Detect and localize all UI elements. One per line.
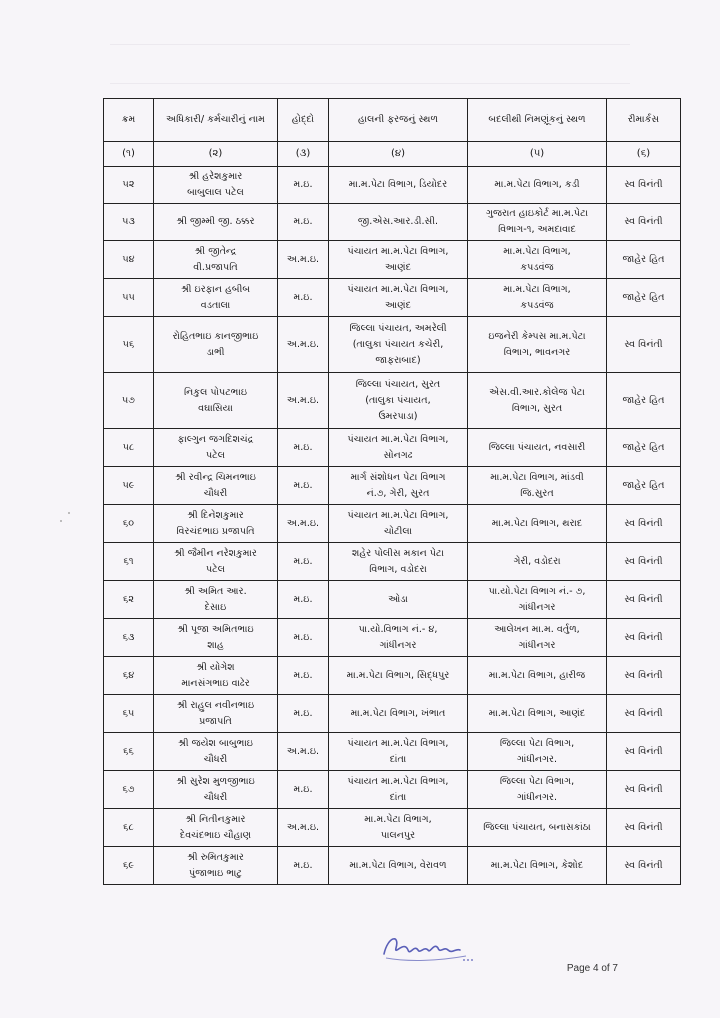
current-location-cell-line: ગાંધીનગર: [379, 639, 417, 651]
table-row: [104, 373, 681, 429]
table-row: [104, 241, 681, 279]
name-cell-line: શ્રી પૂજા અમિતભાઇ: [177, 623, 254, 635]
remarks-cell: સ્વ વિનંતી: [607, 543, 681, 581]
table-body: [104, 167, 681, 885]
transfer-location-cell-line: ગેરી, વડોદરા: [513, 555, 561, 567]
serial-cell: ૫૯: [104, 467, 154, 505]
current-location-cell: [329, 581, 468, 619]
current-location-cell-line: પાલનપુર: [380, 829, 416, 841]
serial-cell: ૫૬: [104, 317, 154, 373]
current-location-cell: [329, 241, 468, 279]
current-location-cell: [329, 317, 468, 373]
transfer-location-cell: [468, 581, 607, 619]
name-cell-line: ચૌધરી: [203, 487, 228, 499]
table-row: [104, 619, 681, 657]
name-cell-line: ચૌધરી: [203, 753, 228, 765]
current-location-cell-line: સોનગઢ: [383, 449, 413, 461]
remarks-cell: સ્વ વિનંતી: [607, 657, 681, 695]
post-cell: મ.ઇ.: [278, 581, 329, 619]
transfer-location-cell: [468, 543, 607, 581]
transfer-location-cell-line: વિભાગ, સુરત: [511, 402, 563, 414]
serial-cell: ૬૮: [104, 809, 154, 847]
current-location-cell-line: જાફરાબાદ): [375, 354, 421, 366]
transfer-location-cell-line: વિભાગ-૧, અમદાવાદ: [498, 224, 576, 235]
table-row: [104, 543, 681, 581]
name-cell-line: શ્રી સુરેશ મુળજીભાઇ: [176, 775, 255, 787]
serial-cell: ૬૩: [104, 619, 154, 657]
table-row: [104, 317, 681, 373]
name-cell-line: શ્રી યોગેશ: [196, 661, 235, 673]
name-cell-line: શ્રી ઇરફાન હબીબ: [180, 283, 251, 295]
serial-cell: ૫૪: [104, 241, 154, 279]
transfer-location-cell-line: મા.મ.પેટા વિભાગ, માંડવી: [490, 471, 584, 483]
name-cell: [154, 204, 278, 241]
current-location-cell: [329, 771, 468, 809]
name-cell: [154, 543, 278, 581]
current-location-cell-line: પંચાયત મા.મ.પેટા વિભાગ,: [347, 245, 449, 257]
transfer-location-cell: [468, 505, 607, 543]
name-cell: [154, 317, 278, 373]
current-location-cell-line: વિભાગ, વડોદરા: [369, 563, 427, 575]
table-row: [104, 279, 681, 317]
remarks-cell: સ્વ વિનંતી: [607, 167, 681, 204]
name-cell-line: વઘાસિયા: [198, 402, 233, 414]
post-cell: મ.ઇ.: [278, 467, 329, 505]
column-number: (૫): [468, 142, 607, 167]
current-location-cell-line: મા.મ.પેટા વિભાગ, વેરાવળ: [349, 859, 447, 871]
current-location-cell-line: પંચાયત મા.મ.પેટા વિભાગ,: [347, 283, 449, 295]
column-number: (૪): [329, 142, 468, 167]
remarks-cell: સ્વ વિનંતી: [607, 695, 681, 733]
column-number: (૩): [278, 142, 329, 167]
table-row: [104, 429, 681, 467]
serial-cell: ૫૫: [104, 279, 154, 317]
remarks-cell: જાહેર હિત: [607, 467, 681, 505]
current-location-cell-line: જિલ્લા પંચાયત, સુરત: [355, 378, 441, 390]
current-location-cell: [329, 543, 468, 581]
post-cell: અ.મ.ઇ.: [278, 373, 329, 429]
serial-cell: ૬૯: [104, 847, 154, 885]
table-row: [104, 771, 681, 809]
remarks-cell: જાહેર હિત: [607, 373, 681, 429]
name-cell-line: પટેલ: [205, 563, 226, 575]
header-name: અધિકારી/ કર્મચારીનું નામ: [154, 99, 278, 142]
post-cell: અ.મ.ઇ.: [278, 505, 329, 543]
transfer-location-cell-line: મા.મ.પેટા વિભાગ, થરાદ: [491, 517, 583, 529]
column-number: (૬): [607, 142, 681, 167]
post-cell: મ.ઇ.: [278, 847, 329, 885]
name-cell: [154, 505, 278, 543]
name-cell-line: શ્રી અમિત આર.: [184, 585, 247, 597]
post-cell: અ.મ.ઇ.: [278, 809, 329, 847]
remarks-cell: સ્વ વિનંતી: [607, 581, 681, 619]
transfer-location-cell: [468, 167, 607, 204]
table-row: [104, 204, 681, 241]
serial-cell: ૬૨: [104, 581, 154, 619]
current-location-cell-line: આણંદ: [385, 261, 411, 273]
transfer-location-cell: [468, 317, 607, 373]
scan-speck: [68, 512, 70, 514]
name-cell-line: વિરચંદભાઇ પ્રજાપતિ: [176, 525, 255, 537]
name-cell-line: શ્રી રાહુલ નવીનભાઇ: [176, 699, 255, 711]
remarks-cell: સ્વ વિનંતી: [607, 809, 681, 847]
scan-speck: [60, 520, 62, 522]
name-cell: [154, 581, 278, 619]
transfer-location-cell-line: કપડવંજ: [520, 261, 554, 273]
remarks-cell: સ્વ વિનંતી: [607, 847, 681, 885]
transfer-location-cell: [468, 467, 607, 505]
transfer-location-cell-line: મા.મ.પેટા વિભાગ,: [503, 283, 571, 295]
current-location-cell: [329, 809, 468, 847]
current-location-cell-line: ઉમરપાડા): [378, 410, 418, 422]
table-row: [104, 809, 681, 847]
table-row: [104, 733, 681, 771]
current-location-cell-line: આણંદ: [385, 299, 411, 311]
transfer-location-cell-line: વિભાગ, ભાવનગર: [503, 346, 571, 358]
name-cell-line: નિકુલ પોપટભાઇ: [183, 386, 248, 398]
name-cell-line: શ્રી નિતીનકુમાર: [185, 813, 246, 825]
name-cell-line: શ્રી રુમિતકુમાર: [187, 851, 244, 863]
transfer-location-cell: [468, 847, 607, 885]
post-cell: મ.ઇ.: [278, 279, 329, 317]
name-cell: [154, 167, 278, 204]
current-location-cell: [329, 467, 468, 505]
header-row: [104, 99, 681, 142]
name-cell: [154, 467, 278, 505]
name-cell-line: વડતાલા: [200, 299, 231, 311]
header-transfer-location: બદલીથી નિમણૂંકનું સ્થળ: [468, 99, 607, 142]
name-cell-line: બાબુલાલ પટેલ: [187, 187, 244, 198]
current-location-cell-line: (તાલુકા પંચાયત કચેરી,: [352, 338, 444, 350]
remarks-cell: જાહેર હિત: [607, 241, 681, 279]
current-location-cell-line: ચોટીલા: [383, 525, 412, 537]
current-location-cell: [329, 204, 468, 241]
name-cell: [154, 809, 278, 847]
transfer-location-cell-line: મા.મ.પેટા વિભાગ, હારીજ: [488, 669, 586, 681]
serial-cell: ૬૦: [104, 505, 154, 543]
post-cell: મ.ઇ.: [278, 657, 329, 695]
name-cell: [154, 771, 278, 809]
name-cell-line: શ્રી દિનેશકુમાર: [187, 509, 244, 521]
page-number: Page 4 of 7: [566, 963, 618, 974]
serial-cell: ૫૨: [104, 167, 154, 204]
transfer-location-cell-line: ગાંધીનગર.: [516, 791, 557, 803]
current-location-cell-line: પંચાયત મા.મ.પેટા વિભાગ,: [347, 737, 449, 749]
name-cell: [154, 279, 278, 317]
current-location-cell-line: દાંતા: [389, 791, 407, 803]
name-cell-line: પટેલ: [205, 449, 226, 461]
name-cell-line: શાહ: [207, 639, 224, 651]
current-location-cell-line: પંચાયત મા.મ.પેટા વિભાગ,: [347, 775, 449, 787]
current-location-cell-line: જી.એસ.આર.ડી.સી.: [357, 216, 439, 227]
remarks-cell: સ્વ વિનંતી: [607, 771, 681, 809]
remarks-cell: જાહેર હિત: [607, 429, 681, 467]
transfer-location-cell-line: એસ.વી.આર.કોલેજ પેટા: [489, 386, 585, 398]
header-remarks: રીમાર્કસ: [607, 99, 681, 142]
name-cell-line: પ્રજાપતિ: [199, 715, 232, 727]
current-location-cell: [329, 847, 468, 885]
current-location-cell: [329, 373, 468, 429]
post-cell: મ.ઇ.: [278, 619, 329, 657]
table-row: [104, 167, 681, 204]
name-cell-line: શ્રી જીતેન્દ્ર: [194, 245, 237, 257]
name-cell-line: શ્રી રવીન્દ્ર ચિમનભાઇ: [175, 471, 256, 483]
transfer-table: [103, 98, 681, 885]
post-cell: મ.ઇ.: [278, 167, 329, 204]
transfer-location-cell-line: ગાંધીનગર: [518, 601, 556, 613]
transfer-location-cell: [468, 619, 607, 657]
name-cell: [154, 695, 278, 733]
transfer-location-cell-line: મા.મ.પેટા વિભાગ, કેશોદ: [490, 859, 584, 871]
current-location-cell-line: મા.મ.પેટા વિભાગ, ડિયોદર: [348, 179, 448, 190]
remarks-cell: જાહેર હિત: [607, 279, 681, 317]
current-location-cell: [329, 279, 468, 317]
transfer-location-cell: [468, 279, 607, 317]
transfer-location-cell: [468, 373, 607, 429]
transfer-location-cell: [468, 733, 607, 771]
current-location-cell-line: દાંતા: [389, 753, 407, 765]
transfer-location-cell: [468, 695, 607, 733]
transfer-location-cell: [468, 241, 607, 279]
current-location-cell-line: જિલ્લા પંચાયત, અમરેલી: [349, 322, 447, 334]
remarks-cell: સ્વ વિનંતી: [607, 505, 681, 543]
remarks-cell: સ્વ વિનંતી: [607, 204, 681, 241]
name-cell-line: શ્રી જીમ્મી જી. ઠક્કર: [176, 216, 255, 227]
serial-cell: ૬૬: [104, 733, 154, 771]
post-cell: અ.મ.ઇ.: [278, 241, 329, 279]
serial-cell: ૬૪: [104, 657, 154, 695]
serial-cell: ૬૭: [104, 771, 154, 809]
current-location-cell-line: મા.મ.પેટા વિભાગ,: [364, 813, 432, 825]
name-cell-line: રોહિતભાઇ કાનજીભાઇ: [172, 330, 259, 342]
transfer-location-cell-line: જિ.સુરત: [520, 487, 554, 499]
name-cell: [154, 847, 278, 885]
current-location-cell-line: માર્ગ સંશોધન પેટા વિભાગ: [350, 471, 446, 483]
name-cell: [154, 373, 278, 429]
post-cell: અ.મ.ઇ.: [278, 317, 329, 373]
transfer-location-cell-line: કપડવંજ: [520, 299, 554, 311]
current-location-cell: [329, 505, 468, 543]
header-serial: ક્રમ: [104, 99, 154, 142]
transfer-location-cell: [468, 429, 607, 467]
transfer-location-cell-line: ઇજનેરી કેમ્પસ મા.મ.પેટા: [488, 330, 586, 342]
bleed-through-artifact: [110, 44, 630, 84]
remarks-cell: સ્વ વિનંતી: [607, 317, 681, 373]
table-row: [104, 467, 681, 505]
transfer-location-cell-line: જિલ્લા પંચાયત, નવસારી: [488, 441, 586, 453]
name-cell-line: વી.પ્રજાપતિ: [193, 261, 238, 273]
current-location-cell-line: શહેર પોલીસ મકાન પેટા: [352, 547, 444, 559]
transfer-location-cell-line: આલેખન મા.મ. વર્તુળ,: [494, 623, 580, 635]
current-location-cell-line: પંચાયત મા.મ.પેટા વિભાગ,: [347, 509, 449, 521]
transfer-location-cell-line: જિલ્લા પેટા વિભાગ,: [499, 775, 575, 787]
transfer-location-cell-line: ગુજરાત હાઇકોર્ટ મા.મ.પેટા: [485, 208, 589, 219]
table-row: [104, 657, 681, 695]
transfer-location-cell-line: જિલ્લા પેટા વિભાગ,: [499, 737, 575, 749]
name-cell: [154, 241, 278, 279]
transfer-location-cell-line: મા.મ.પેટા વિભાગ, કડી: [494, 179, 580, 190]
name-cell-line: માનસંગભાઇ વાઢેર: [181, 677, 250, 689]
current-location-cell: [329, 167, 468, 204]
post-cell: અ.મ.ઇ.: [278, 733, 329, 771]
name-cell-line: દેસાઇ: [204, 601, 227, 613]
name-cell: [154, 429, 278, 467]
name-cell-line: ફાલ્ગુન જગદિશચંદ્ર: [177, 433, 254, 445]
name-cell-line: શ્રી હરેશકુમાર: [188, 171, 243, 182]
transfer-location-cell-line: જિલ્લા પંચાયત, બનાસકાંઠા: [483, 821, 591, 833]
name-cell: [154, 619, 278, 657]
serial-cell: ૬૧: [104, 543, 154, 581]
current-location-cell-line: (તાલુકા પંચાયત,: [365, 394, 431, 406]
signature: [378, 928, 478, 966]
post-cell: મ.ઇ.: [278, 771, 329, 809]
name-cell-line: ડાભી: [206, 346, 225, 358]
current-location-cell-line: નં.૭, ગેરી, સુરત: [366, 487, 430, 499]
current-location-cell: [329, 695, 468, 733]
name-cell-line: શ્રી જયેશ બાબુભાઇ: [178, 737, 253, 749]
post-cell: મ.ઇ.: [278, 543, 329, 581]
current-location-cell: [329, 619, 468, 657]
table-row: [104, 581, 681, 619]
name-cell: [154, 733, 278, 771]
transfer-location-cell: [468, 771, 607, 809]
name-cell-line: શ્રી જૈમીન નરેશકુમાર: [174, 547, 257, 559]
current-location-cell: [329, 657, 468, 695]
transfer-location-cell: [468, 204, 607, 241]
current-location-cell-line: પા.યો.વિભાગ નં.- ૪,: [358, 623, 438, 635]
current-location-cell-line: ઓડા: [388, 593, 408, 605]
transfer-location-cell-line: ગાંધીનગર: [518, 639, 556, 651]
name-cell-line: ચૌધરી: [203, 791, 228, 803]
current-location-cell: [329, 733, 468, 771]
column-number: (૨): [154, 142, 278, 167]
column-number: (૧): [104, 142, 154, 167]
transfer-location-cell-line: ગાંધીનગર.: [516, 753, 557, 765]
transfer-location-cell: [468, 657, 607, 695]
transfer-location-cell-line: મા.મ.પેટા વિભાગ,: [503, 245, 571, 257]
current-location-cell: [329, 429, 468, 467]
column-number-row: [104, 142, 681, 167]
name-cell: [154, 657, 278, 695]
header-post: હોદ્દો: [278, 99, 329, 142]
remarks-cell: સ્વ વિનંતી: [607, 619, 681, 657]
serial-cell: ૫૮: [104, 429, 154, 467]
post-cell: મ.ઇ.: [278, 429, 329, 467]
current-location-cell-line: પંચાયત મા.મ.પેટા વિભાગ,: [347, 433, 449, 445]
name-cell-line: પુંજાભાઇ ભાટુ: [189, 867, 242, 879]
transfer-location-cell: [468, 809, 607, 847]
table-row: [104, 505, 681, 543]
serial-cell: ૫૭: [104, 373, 154, 429]
table-row: [104, 695, 681, 733]
header-current-location: હાલની ફરજનું સ્થળ: [329, 99, 468, 142]
transfer-location-cell-line: મા.મ.પેટા વિભાગ, આણંદ: [488, 707, 586, 719]
post-cell: મ.ઇ.: [278, 695, 329, 733]
current-location-cell-line: મા.મ.પેટા વિભાગ, સિદ્ધપુર: [346, 669, 450, 681]
serial-cell: ૫૩: [104, 204, 154, 241]
post-cell: મ.ઇ.: [278, 204, 329, 241]
serial-cell: ૬૫: [104, 695, 154, 733]
remarks-cell: સ્વ વિનંતી: [607, 733, 681, 771]
current-location-cell-line: મા.મ.પેટા વિભાગ, ખંભાત: [350, 707, 446, 719]
name-cell-line: દેવચંદભાઇ ચૌહાણ: [179, 829, 252, 841]
transfer-location-cell-line: પા.યો.પેટા વિભાગ નં.- ૭,: [488, 585, 586, 597]
table-row: [104, 847, 681, 885]
